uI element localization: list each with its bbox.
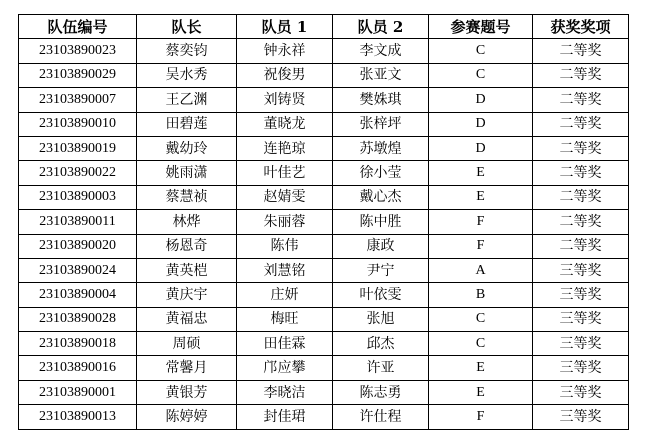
member-1-cell: 祝俊男 <box>237 63 333 87</box>
header-member-2: 队员 2 <box>333 15 429 39</box>
problem-cell: D <box>429 136 533 160</box>
award-cell: 二等奖 <box>533 63 629 87</box>
team-id-cell: 23103890003 <box>19 185 137 209</box>
captain-cell: 陈婷婷 <box>137 405 237 429</box>
award-cell: 三等奖 <box>533 258 629 282</box>
table-row <box>19 88 629 112</box>
table-row <box>19 356 629 380</box>
team-id-cell: 23103890001 <box>19 380 137 404</box>
team-id-cell: 23103890007 <box>19 88 137 112</box>
table-row <box>19 332 629 356</box>
member-1-cell: 赵婧雯 <box>237 185 333 209</box>
team-id-cell: 23103890018 <box>19 332 137 356</box>
member-2-cell: 叶依雯 <box>333 283 429 307</box>
member-1-cell: 钟永祥 <box>237 39 333 63</box>
captain-cell: 蔡奕钧 <box>137 39 237 63</box>
problem-cell: E <box>429 161 533 185</box>
table-row <box>19 161 629 185</box>
table-row <box>19 234 629 258</box>
captain-cell: 蔡慧祯 <box>137 185 237 209</box>
member-1-cell: 梅旺 <box>237 307 333 331</box>
table-body <box>19 39 629 429</box>
awards-table <box>18 14 629 430</box>
captain-cell: 黄银芳 <box>137 380 237 404</box>
member-1-cell: 封佳珺 <box>237 405 333 429</box>
member-2-cell: 康政 <box>333 234 429 258</box>
member-1-cell: 田佳霖 <box>237 332 333 356</box>
problem-cell: E <box>429 380 533 404</box>
award-cell: 三等奖 <box>533 307 629 331</box>
award-cell: 二等奖 <box>533 39 629 63</box>
table-row <box>19 210 629 234</box>
member-1-cell: 李晓洁 <box>237 380 333 404</box>
problem-cell: A <box>429 258 533 282</box>
member-2-cell: 徐小莹 <box>333 161 429 185</box>
problem-cell: F <box>429 234 533 258</box>
problem-cell: B <box>429 283 533 307</box>
problem-cell: E <box>429 356 533 380</box>
captain-cell: 常馨月 <box>137 356 237 380</box>
member-1-cell: 庄妍 <box>237 283 333 307</box>
table-row <box>19 307 629 331</box>
header-captain: 队长 <box>137 15 237 39</box>
award-cell: 二等奖 <box>533 210 629 234</box>
member-2-cell: 许亚 <box>333 356 429 380</box>
captain-cell: 吴水秀 <box>137 63 237 87</box>
problem-cell: D <box>429 88 533 112</box>
captain-cell: 黄庆宇 <box>137 283 237 307</box>
member-2-cell: 戴心杰 <box>333 185 429 209</box>
award-cell: 二等奖 <box>533 88 629 112</box>
problem-cell: C <box>429 63 533 87</box>
problem-cell: C <box>429 39 533 63</box>
member-2-cell: 许仕程 <box>333 405 429 429</box>
member-2-cell: 陈中胜 <box>333 210 429 234</box>
member-2-cell: 陈志勇 <box>333 380 429 404</box>
team-id-cell: 23103890024 <box>19 258 137 282</box>
table-row <box>19 405 629 429</box>
team-id-cell: 23103890019 <box>19 136 137 160</box>
captain-cell: 王乙渊 <box>137 88 237 112</box>
team-id-cell: 23103890023 <box>19 39 137 63</box>
award-cell: 二等奖 <box>533 234 629 258</box>
table-row <box>19 185 629 209</box>
captain-cell: 戴幼玲 <box>137 136 237 160</box>
team-id-cell: 23103890004 <box>19 283 137 307</box>
table-row <box>19 39 629 63</box>
member-1-cell: 朱丽蓉 <box>237 210 333 234</box>
captain-cell: 林烨 <box>137 210 237 234</box>
table-row <box>19 112 629 136</box>
member-2-cell: 张亚文 <box>333 63 429 87</box>
member-2-cell: 邱杰 <box>333 332 429 356</box>
member-1-cell: 叶佳艺 <box>237 161 333 185</box>
problem-cell: C <box>429 332 533 356</box>
award-cell: 三等奖 <box>533 283 629 307</box>
problem-cell: E <box>429 185 533 209</box>
award-cell: 二等奖 <box>533 161 629 185</box>
member-1-cell: 邝应攀 <box>237 356 333 380</box>
problem-cell: C <box>429 307 533 331</box>
captain-cell: 姚雨潇 <box>137 161 237 185</box>
captain-cell: 田碧莲 <box>137 112 237 136</box>
problem-cell: D <box>429 112 533 136</box>
member-1-cell: 刘铸贤 <box>237 88 333 112</box>
award-cell: 三等奖 <box>533 332 629 356</box>
team-id-cell: 23103890028 <box>19 307 137 331</box>
table-row <box>19 380 629 404</box>
member-2-cell: 樊姝琪 <box>333 88 429 112</box>
captain-cell: 黄英桤 <box>137 258 237 282</box>
table-row <box>19 136 629 160</box>
member-1-cell: 董晓龙 <box>237 112 333 136</box>
header-problem: 参赛题号 <box>429 15 533 39</box>
team-id-cell: 23103890011 <box>19 210 137 234</box>
table-header <box>19 15 629 39</box>
header-row <box>19 15 629 39</box>
table-row <box>19 63 629 87</box>
header-member-1: 队员 1 <box>237 15 333 39</box>
captain-cell: 杨恩奇 <box>137 234 237 258</box>
award-cell: 二等奖 <box>533 112 629 136</box>
award-cell: 二等奖 <box>533 136 629 160</box>
award-cell: 二等奖 <box>533 185 629 209</box>
team-id-cell: 23103890016 <box>19 356 137 380</box>
member-1-cell: 连艳琼 <box>237 136 333 160</box>
problem-cell: F <box>429 405 533 429</box>
header-team-id: 队伍编号 <box>19 15 137 39</box>
member-2-cell: 苏墩煌 <box>333 136 429 160</box>
table-row <box>19 258 629 282</box>
member-1-cell: 刘慧铭 <box>237 258 333 282</box>
captain-cell: 周硕 <box>137 332 237 356</box>
team-id-cell: 23103890020 <box>19 234 137 258</box>
award-cell: 三等奖 <box>533 380 629 404</box>
awards-table-container <box>18 14 628 430</box>
award-cell: 三等奖 <box>533 356 629 380</box>
table-row <box>19 283 629 307</box>
team-id-cell: 23103890022 <box>19 161 137 185</box>
captain-cell: 黄福忠 <box>137 307 237 331</box>
award-cell: 三等奖 <box>533 405 629 429</box>
team-id-cell: 23103890010 <box>19 112 137 136</box>
team-id-cell: 23103890029 <box>19 63 137 87</box>
problem-cell: F <box>429 210 533 234</box>
member-2-cell: 尹宁 <box>333 258 429 282</box>
member-2-cell: 李文成 <box>333 39 429 63</box>
member-2-cell: 张旭 <box>333 307 429 331</box>
member-1-cell: 陈伟 <box>237 234 333 258</box>
header-award: 获奖奖项 <box>533 15 629 39</box>
member-2-cell: 张梓坪 <box>333 112 429 136</box>
team-id-cell: 23103890013 <box>19 405 137 429</box>
